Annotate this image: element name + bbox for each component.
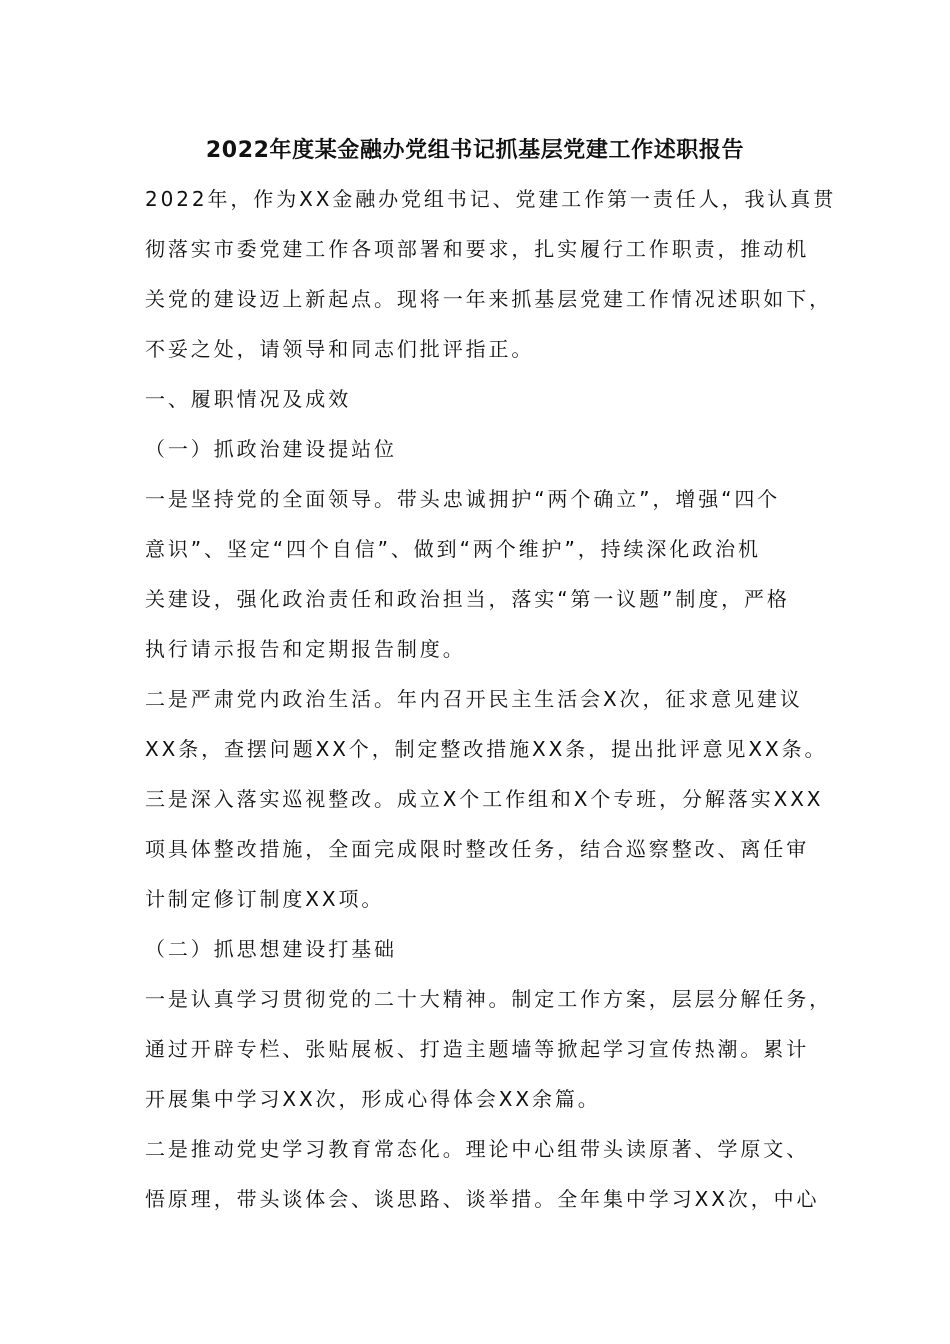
body-line: 计制定修订制度XX项。	[145, 887, 385, 911]
section-heading: 一、履职情况及成效	[145, 387, 352, 411]
body-line: 执行请示报告和定期报告制度。	[145, 637, 466, 661]
body-line: 二是严肃党内政治生活。年内召开民主生活会X次，征求意见建议	[145, 687, 803, 711]
body-line: 项具体整改措施，全面完成限时整改任务，结合巡察整改、离任审	[145, 837, 810, 861]
subsection-heading: （一）抓政治建设提站位	[145, 437, 397, 461]
body-line: 一是认真学习贯彻党的二十大精神。制定工作方案，层层分解任务，	[145, 987, 832, 1011]
body-line: 三是深入落实巡视整改。成立X个工作组和X个专班，分解落实XXX	[145, 787, 824, 811]
body-line: 一是坚持党的全面领导。带头忠诚拥护“两个确立”，增强“四个	[145, 487, 781, 511]
body-line: 2022年，作为XX金融办党组书记、党建工作第一责任人，我认真贯	[145, 187, 837, 211]
document-title: 2022年度某金融办党组书记抓基层党建工作述职报告	[205, 138, 745, 163]
subsection-heading: （二）抓思想建设打基础	[145, 937, 397, 961]
body-line: XX条，查摆问题XX个，制定整改措施XX条，提出批评意见XX条。	[145, 737, 828, 761]
body-line: 不妥之处，请领导和同志们批评指正。	[145, 337, 535, 361]
body-line: 开展集中学习XX次，形成心得体会XX余篇。	[145, 1087, 601, 1111]
body-line: 关建设，强化政治责任和政治担当，落实“第一议题”制度，严格	[145, 587, 790, 611]
body-line: 意识”、坚定“四个自信”、做到“两个维护”，持续深化政治机	[145, 537, 761, 561]
body-line: 悟原理，带头谈体会、谈思路、谈举措。全年集中学习XX次，中心	[145, 1187, 820, 1211]
body-line: 通过开辟专栏、张贴展板、打造主题墙等掀起学习宣传热潮。累计	[145, 1037, 810, 1061]
body-line: 二是推动党史学习教育常态化。理论中心组带头读原著、学原文、	[145, 1137, 810, 1161]
body-line: 关党的建设迈上新起点。现将一年来抓基层党建工作情况述职如下，	[145, 287, 832, 311]
body-line: 彻落实市委党建工作各项部署和要求，扎实履行工作职责，推动机	[145, 237, 810, 261]
